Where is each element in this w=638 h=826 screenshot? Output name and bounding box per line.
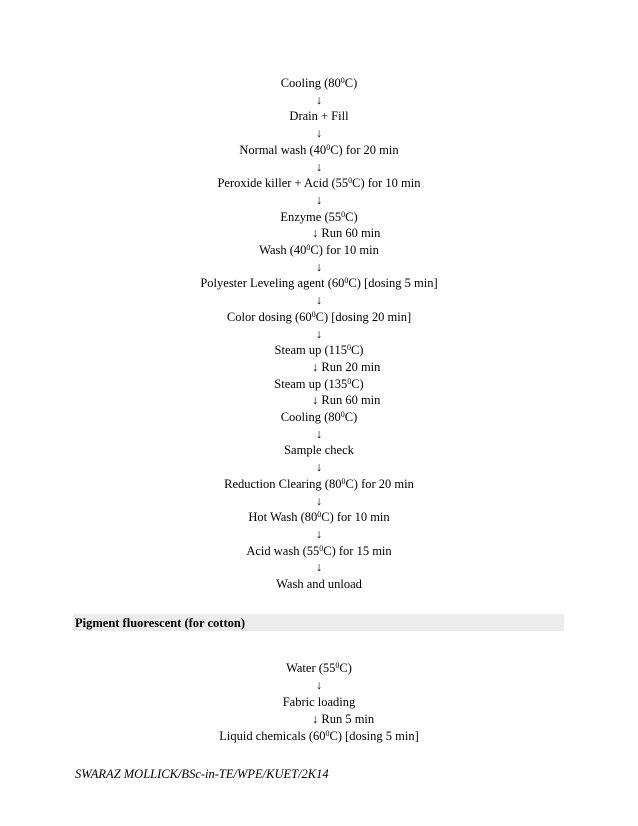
down-arrow-icon: ↓ xyxy=(312,359,319,374)
process-step: Hot Wash $(80^0C)$ for 10 min xyxy=(248,510,390,525)
down-arrow-icon: ↓ xyxy=(315,426,323,441)
step-arrow-with-run xyxy=(312,225,380,241)
process-step: Cooling $(80^0C)$ xyxy=(280,76,358,90)
run-duration: Run 20 min xyxy=(318,359,381,374)
process-step: Color dosing $(60^0C)$ [dosing 20 min] xyxy=(226,309,412,324)
down-arrow-icon: ↓ xyxy=(315,192,323,207)
down-arrow-icon: ↓ xyxy=(315,293,323,308)
down-arrow-icon: ↓ xyxy=(315,526,323,541)
process-step: Liquid chemicals $(60^0C)$ [dosing 5 min] xyxy=(219,729,419,743)
process-step: Acid wash $(55^0C)$ for 15 min xyxy=(246,543,392,558)
step-arrow-with-run xyxy=(312,359,380,375)
process-step: Cooling $(80^0C)$ xyxy=(280,410,358,424)
down-arrow-icon: ↓ xyxy=(312,393,319,408)
process-step: Sample check xyxy=(284,443,354,458)
run-duration: Run 60 min xyxy=(318,393,381,408)
down-arrow-icon: ↓ xyxy=(315,126,323,141)
process-step: Wash and unload xyxy=(276,577,362,591)
process-step: Fabric loading xyxy=(282,695,356,709)
down-arrow-icon: ↓ xyxy=(315,460,323,475)
step-arrow-with-run xyxy=(312,711,374,727)
step-arrow-with-run xyxy=(312,392,380,408)
down-arrow-icon: ↓ xyxy=(315,92,323,107)
down-arrow-icon: ↓ xyxy=(312,226,319,241)
process-step: Drain + Fill xyxy=(289,109,349,124)
process-step: Normal wash $(40^0C)$ for 20 min xyxy=(239,142,399,157)
page-footer: SWARAZ MOLLICK/BSc-in-TE/WPE/KUET/2K14 xyxy=(75,767,329,781)
down-arrow-icon: ↓ xyxy=(315,678,323,692)
down-arrow-icon: ↓ xyxy=(312,712,319,726)
section-heading: Pigment fluorescent (for cotton) xyxy=(75,616,245,630)
down-arrow-icon: ↓ xyxy=(315,159,323,174)
down-arrow-icon: ↓ xyxy=(315,493,323,508)
run-duration: Run 5 min xyxy=(318,712,375,726)
process-step: Reduction Clearing $(80^0C)$ for 20 min xyxy=(224,476,414,491)
process-step: Peroxide killer + Acid $(55^0C)$ for 10 min xyxy=(217,176,421,191)
process-step: Water $(55^0C)$ xyxy=(286,661,352,675)
process-step: Steam up $(135^0C)$ xyxy=(274,376,364,391)
process-step: Steam up $(115^0C)$ xyxy=(274,343,364,358)
down-arrow-icon: ↓ xyxy=(315,259,323,274)
down-arrow-icon: ↓ xyxy=(315,326,323,341)
down-arrow-icon: ↓ xyxy=(315,560,323,575)
process-step: Enzyme $(55^0C)$ xyxy=(280,209,358,224)
process-step: Polyester Leveling agent $(60^0C)$ [dosing 5 min] xyxy=(200,276,438,291)
process-step: Wash $(40^0C)$ for 10 min xyxy=(259,243,379,257)
run-duration: Run 60 min xyxy=(318,226,381,241)
